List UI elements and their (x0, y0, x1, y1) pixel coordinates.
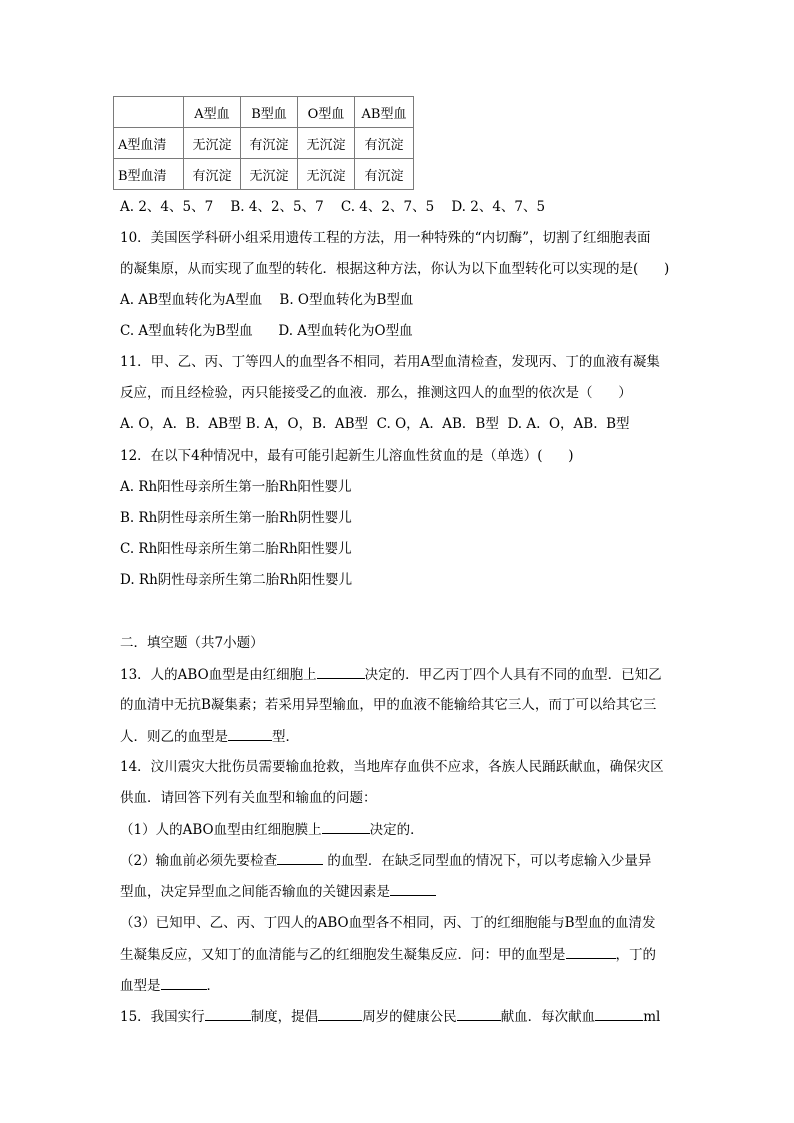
q14-text: ，丁的 (615, 947, 656, 963)
q10-options-line2: C. A型血转化为B型血 D. A型血转化为O型血 (120, 323, 413, 339)
q15-unit: ml (643, 1009, 661, 1025)
q11-stem-line2: 反应，而且经检验，丙只能接受乙的血液．那么，推测这四人的血型的依次是（ ） (120, 385, 632, 401)
table-header-cell: A型血 (184, 97, 241, 128)
q10-options-line1: A. AB型血转化为A型血 B. O型血转化为B型血 (120, 292, 414, 308)
q12-option-a: A. Rh阳性母亲所生第一胎Rh阳性婴儿 (120, 479, 352, 495)
q13-text: 决定的．甲乙丙丁四个人具有不同的血型．已知乙 (364, 667, 662, 683)
table-cell: 无沉淀 (298, 128, 355, 159)
q14-text: 型血，决定异型血之间能否输血的关键因素是 (120, 884, 390, 900)
table-cell: 有沉淀 (355, 128, 414, 159)
answer-blank[interactable] (390, 881, 436, 896)
table-header-cell: B型血 (241, 97, 298, 128)
table-header-row (114, 97, 414, 128)
q15-line (120, 1006, 660, 1027)
q14-part2-cont (120, 881, 436, 902)
table-cell: 无沉淀 (184, 128, 241, 159)
table-cell (114, 97, 184, 128)
q14-part1 (120, 819, 424, 840)
table-header-cell: AB型血 (355, 97, 414, 128)
q13-text: 人．则乙的血型是 (120, 729, 228, 745)
table-cell: B型血清 (114, 159, 184, 190)
q10-stem-line1: 10．美国医学科研小组采用遗传工程的方法，用一种特殊的“内切酶”，切割了红细胞表面 (120, 230, 651, 246)
q12-option-d: D. Rh阴性母亲所生第二胎Rh阳性婴儿 (120, 572, 353, 588)
q12-option-c: C. Rh阳性母亲所生第二胎Rh阳性婴儿 (120, 541, 352, 557)
q14-text: 决定的． (369, 822, 424, 838)
q15-text: 15．我国实行 (120, 1009, 205, 1025)
table-row (114, 128, 414, 159)
q14-text: （1）人的ABO血型由红细胞膜上 (120, 822, 322, 838)
q14-part3-line3 (120, 975, 220, 996)
q13-line3 (120, 726, 299, 747)
q14-text: 血型是 (120, 978, 161, 994)
q12-option-b: B. Rh阴性母亲所生第一胎Rh阴性婴儿 (120, 510, 352, 526)
q14-text: 生凝集反应，又知丁的血清能与乙的红细胞发生凝集反应．问：甲的血型是 (120, 947, 566, 963)
q11-stem-line1: 11．甲、乙、丙、丁等四人的血型各不相同，若用A型血清检查，发现丙、丁的血液有凝集 (120, 354, 660, 370)
blood-reaction-table (113, 96, 414, 190)
q11-options: A. O，A. B. AB型 B. A，O，B. AB型 C. O，A. AB．B型 D. A. O，AB. B型 (120, 416, 630, 432)
table-cell: 有沉淀 (355, 159, 414, 190)
table-cell: 无沉淀 (298, 159, 355, 190)
answer-blank[interactable] (595, 1006, 643, 1021)
table-cell: 无沉淀 (241, 159, 298, 190)
q15-text: 周岁的健康公民 (362, 1009, 457, 1025)
table-row (114, 159, 414, 190)
q14-text: ． (206, 978, 220, 994)
answer-blank[interactable] (277, 850, 323, 865)
q13-line2: 的血清中无抗B凝集素；若采用异型输血，甲的血液不能输给其它三人，而丁可以给其它三 (120, 697, 657, 713)
q12-stem: 12．在以下4种情况中，最有可能引起新生儿溶血性贫血的是（单选）( ) (120, 448, 574, 464)
q14-line2: 供血．请回答下列有关血型和输血的问题： (120, 790, 377, 806)
q10-stem-line2: 的凝集原，从而实现了血型的转化．根据这种方法，你认为以下血型转化可以实现的是( ) (120, 261, 670, 277)
table-cell: 有沉淀 (241, 128, 298, 159)
table-header-cell: O型血 (298, 97, 355, 128)
answer-blank[interactable] (205, 1006, 251, 1021)
q13-text: 13．人的ABO血型是由红细胞上 (120, 667, 317, 683)
answer-blank[interactable] (318, 1006, 362, 1021)
q13-line1 (120, 664, 662, 685)
q9-options: A. 2、4、5、7 B. 4、2、5、7 C. 4、2、7、5 D. 2、4、7、5 (120, 199, 546, 215)
answer-blank[interactable] (322, 819, 370, 834)
q14-part2 (120, 850, 651, 871)
answer-blank[interactable] (317, 664, 365, 679)
q13-text: 型． (272, 729, 299, 745)
q14-part3-line1: （3）已知甲、乙、丙、丁四人的ABO血型各不相同，丙、丁的红细胞能与B型血的血清发 (120, 915, 656, 931)
answer-blank[interactable] (161, 975, 207, 990)
table-cell: 有沉淀 (184, 159, 241, 190)
q14-text: 的血型．在缺乏同型血的情况下，可以考虑输入少量异 (323, 853, 652, 869)
answer-blank[interactable] (457, 1006, 501, 1021)
answer-blank[interactable] (228, 726, 272, 741)
section-title: 二．填空题（共7小题） (120, 635, 264, 651)
answer-blank[interactable] (566, 944, 616, 959)
q15-text: 献血．每次献血 (500, 1009, 596, 1025)
q15-text: 制度，提倡 (250, 1009, 319, 1025)
table-cell: A型血清 (114, 128, 184, 159)
q14-line1: 14．汶川震灾大批伤员需要输血抢救，当地库存血供不应求，各族人民踊跃献血，确保灾区 (120, 759, 664, 775)
q14-part3-line2 (120, 944, 656, 965)
q14-text: （2）输血前必须先要检查 (120, 853, 278, 869)
